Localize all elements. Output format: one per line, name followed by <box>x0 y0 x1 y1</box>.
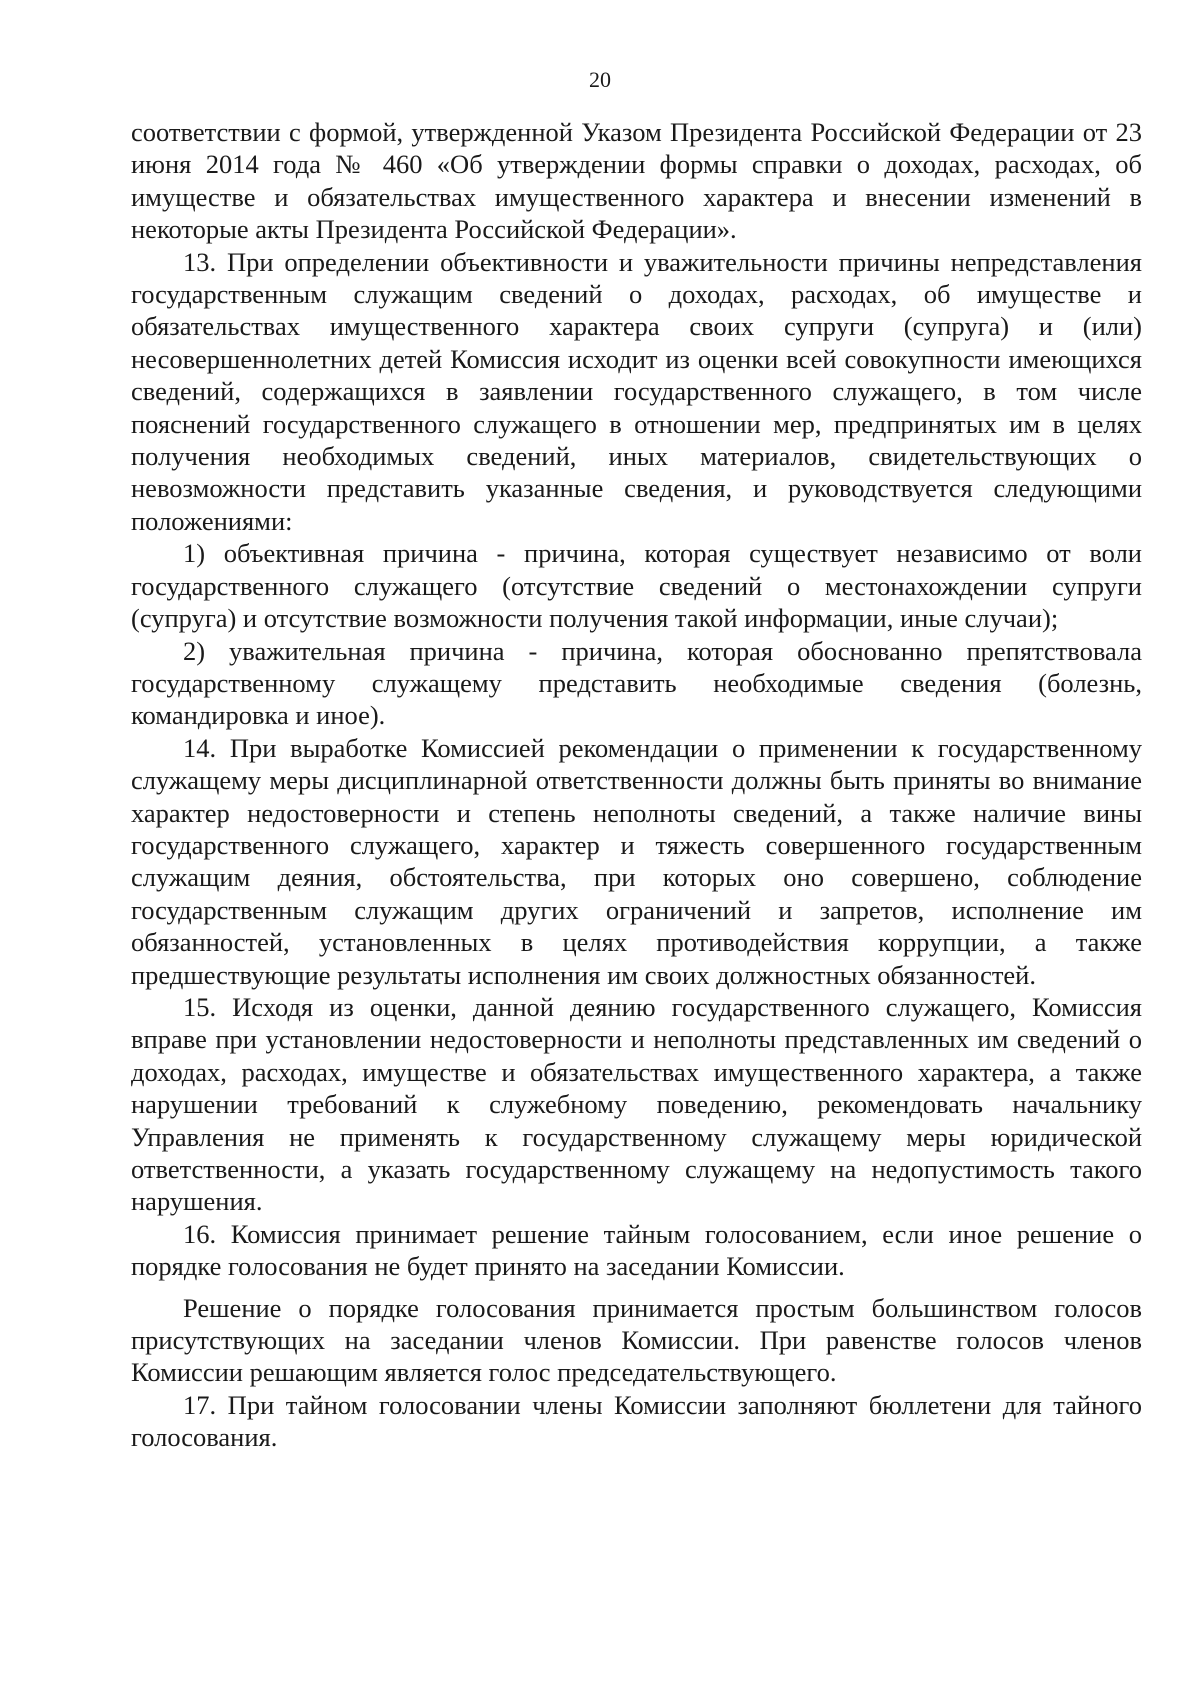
page-number: 20 <box>589 67 611 92</box>
paragraph-13: 13. При определении объективности и уважительности причины непредставления государственным служащим сведений о доходах, расходах, об имуществе и обязательствах имущественного характера своих супруги (супруга) и (или) несовершеннолетних детей Комиссия исходит из оценки всей совокупности имеющихся сведений, содержащихся в заявлении государственного служащего, в том числе пояснений государственного служащего в отношении мер, предпринятых им в целях получения необходимых сведений, иных материалов, свидетельствующих о невозможности представить указанные сведения, и руководствуется следующими положениями: <box>131 246 1142 536</box>
paragraph-13-item-1: 1) объективная причина - причина, которая существует независимо от воли государственного служащего (отсутствие сведений о местонахождении супруги (супруга) и отсутствие возможности получения такой информации, иные случаи); <box>131 538 1142 634</box>
paragraph-16-voting-rule: Решение о порядке голосования принимается простым большинством голосов присутствующих на заседании членов Комиссии. При равенстве голосов членов Комиссии решающим является голос председательствующего. <box>131 1292 1142 1388</box>
paragraph-13-item-2: 2) уважительная причина - причина, которая обоснованно препятствовала государственному служащему представить необходимые сведения (болезнь, командировка и иное). <box>131 635 1142 731</box>
paragraph-14: 14. При выработке Комиссией рекомендации о применении к государственному служащему меры дисциплинарной ответственности должны быть приняты во внимание характер недостоверности и степень неполноты сведений, а также наличие вины государственного служащего, характер и тяжесть совершенного государственным служащим деяния, обстоятельства, при которых оно совершено, соблюдение государственным служащим других ограничений и запретов, исполнение им обязанностей, установленных в целях противодействия коррупции, а также предшествующие результаты исполнения им своих должностных обязанностей. <box>131 732 1142 990</box>
document-body <box>131 116 1142 1454</box>
paragraph-15: 15. Исходя из оценки, данной деянию государственного служащего, Комиссия вправе при установлении недостоверности и неполноты представленных им сведений о доходах, расходах, имуществе и обязательствах имущественного характера, а также нарушении требований к служебному поведению, рекомендовать начальнику Управления не применять к государственному служащему меры юридической ответственности, а указать государственному служащему на недопустимость такого нарушения. <box>131 991 1142 1217</box>
paragraph-17: 17. При тайном голосовании члены Комиссии заполняют бюллетени для тайного голосования. <box>131 1389 1142 1453</box>
paragraph-continuation: соответствии с формой, утвержденной Указом Президента Российской Федерации от 23 июня 2014 года № 460 «Об утверждении формы справки о доходах, расходах, об имуществе и обязательствах имущественного характера и внесении изменений в некоторые акты Президента Российской Федерации». <box>131 117 1142 245</box>
paragraph-16: 16. Комиссия принимает решение тайным голосованием, если иное решение о порядке голосования не будет принято на заседании Комиссии. <box>131 1218 1142 1282</box>
